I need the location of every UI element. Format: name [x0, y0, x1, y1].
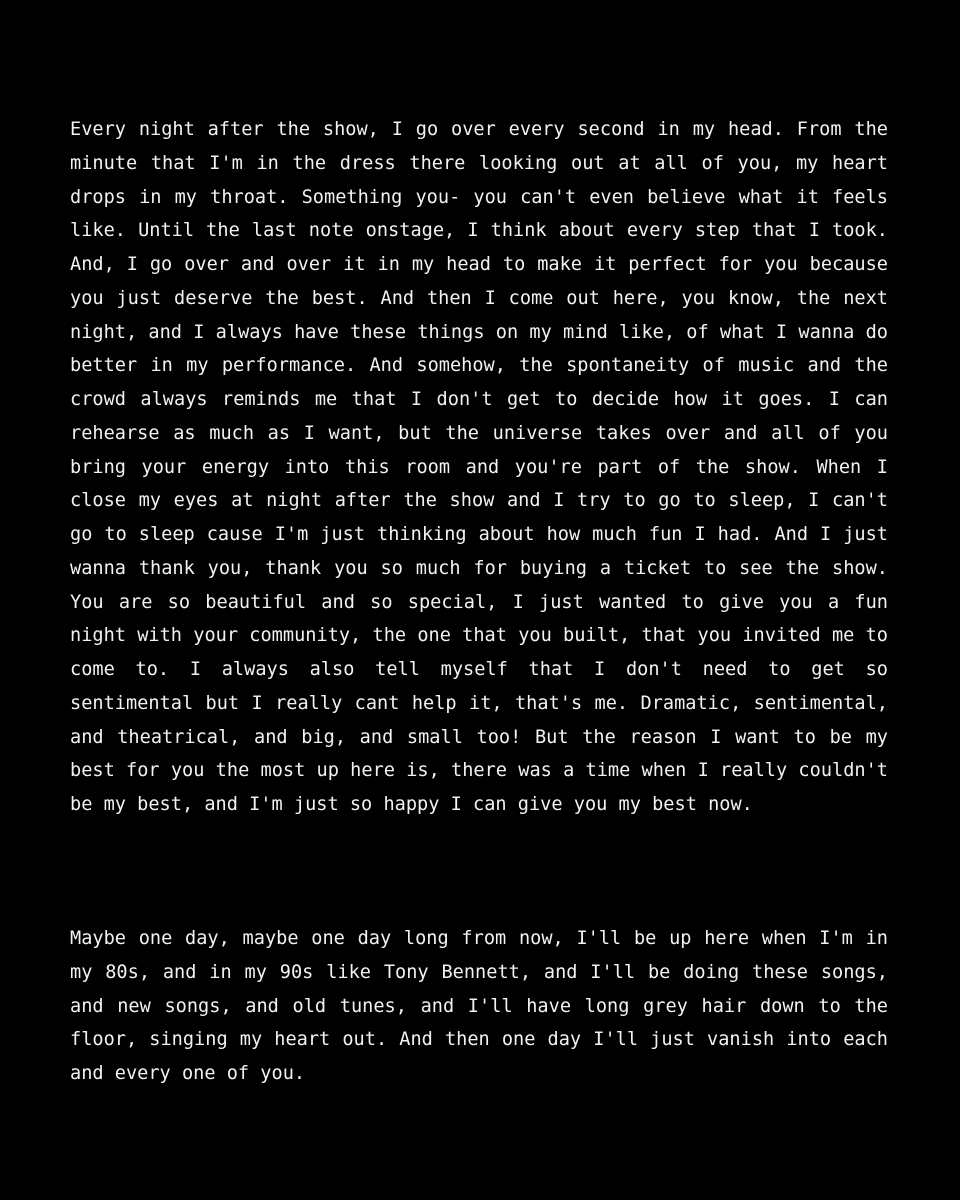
paragraph-1: Every night after the show, I go over every second in my head. From the minute that I'm in the dress there looking out at all of you, my heart drops in my throat. Something you- you can't even believe what it feels like. Until the last note onstage, I think about every step that I took. And, I go over and over it in my head to make it perfect for you because you just deserve the best. And then I come out here, you know, the next night, and I always have these things on my mind like, of what I wanna do better in my performance. And somehow, the spontaneity of music and the crowd always reminds me that I don't get to decide how it goes. I can rehearse as much as I want, but the universe takes over and all of you bring your energy into this room and you're part of the show. When I close my eyes at night after the show and I try to go to sleep, I can't go to sleep cause I'm just thinking about how much fun I had. And I just wanna thank you, thank you so much for buying a ticket to see the show. You are so beautiful and so special, I just wanted to give you a fun night with your community, the one that you built, that you invited me to come to. I always also tell myself that I don't need to get so sentimental but I really cant help it, that's me. Dramatic, sentimental, and theatrical, and big, and small too! But the reason I want to be my best for you the most up here is, there was a time when I really couldn't be my best, and I'm just so happy I can give you my best now.: [70, 119, 888, 815]
paragraph-2: Maybe one day, maybe one day long from now, I'll be up here when I'm in my 80s, and in my 90s like Tony Bennett, and I'll be doing these songs, and new songs, and old tunes, and I'll have long grey hair down to the floor, singing my heart out. And then one day I'll just vanish into each and every one of you.: [70, 928, 888, 1084]
